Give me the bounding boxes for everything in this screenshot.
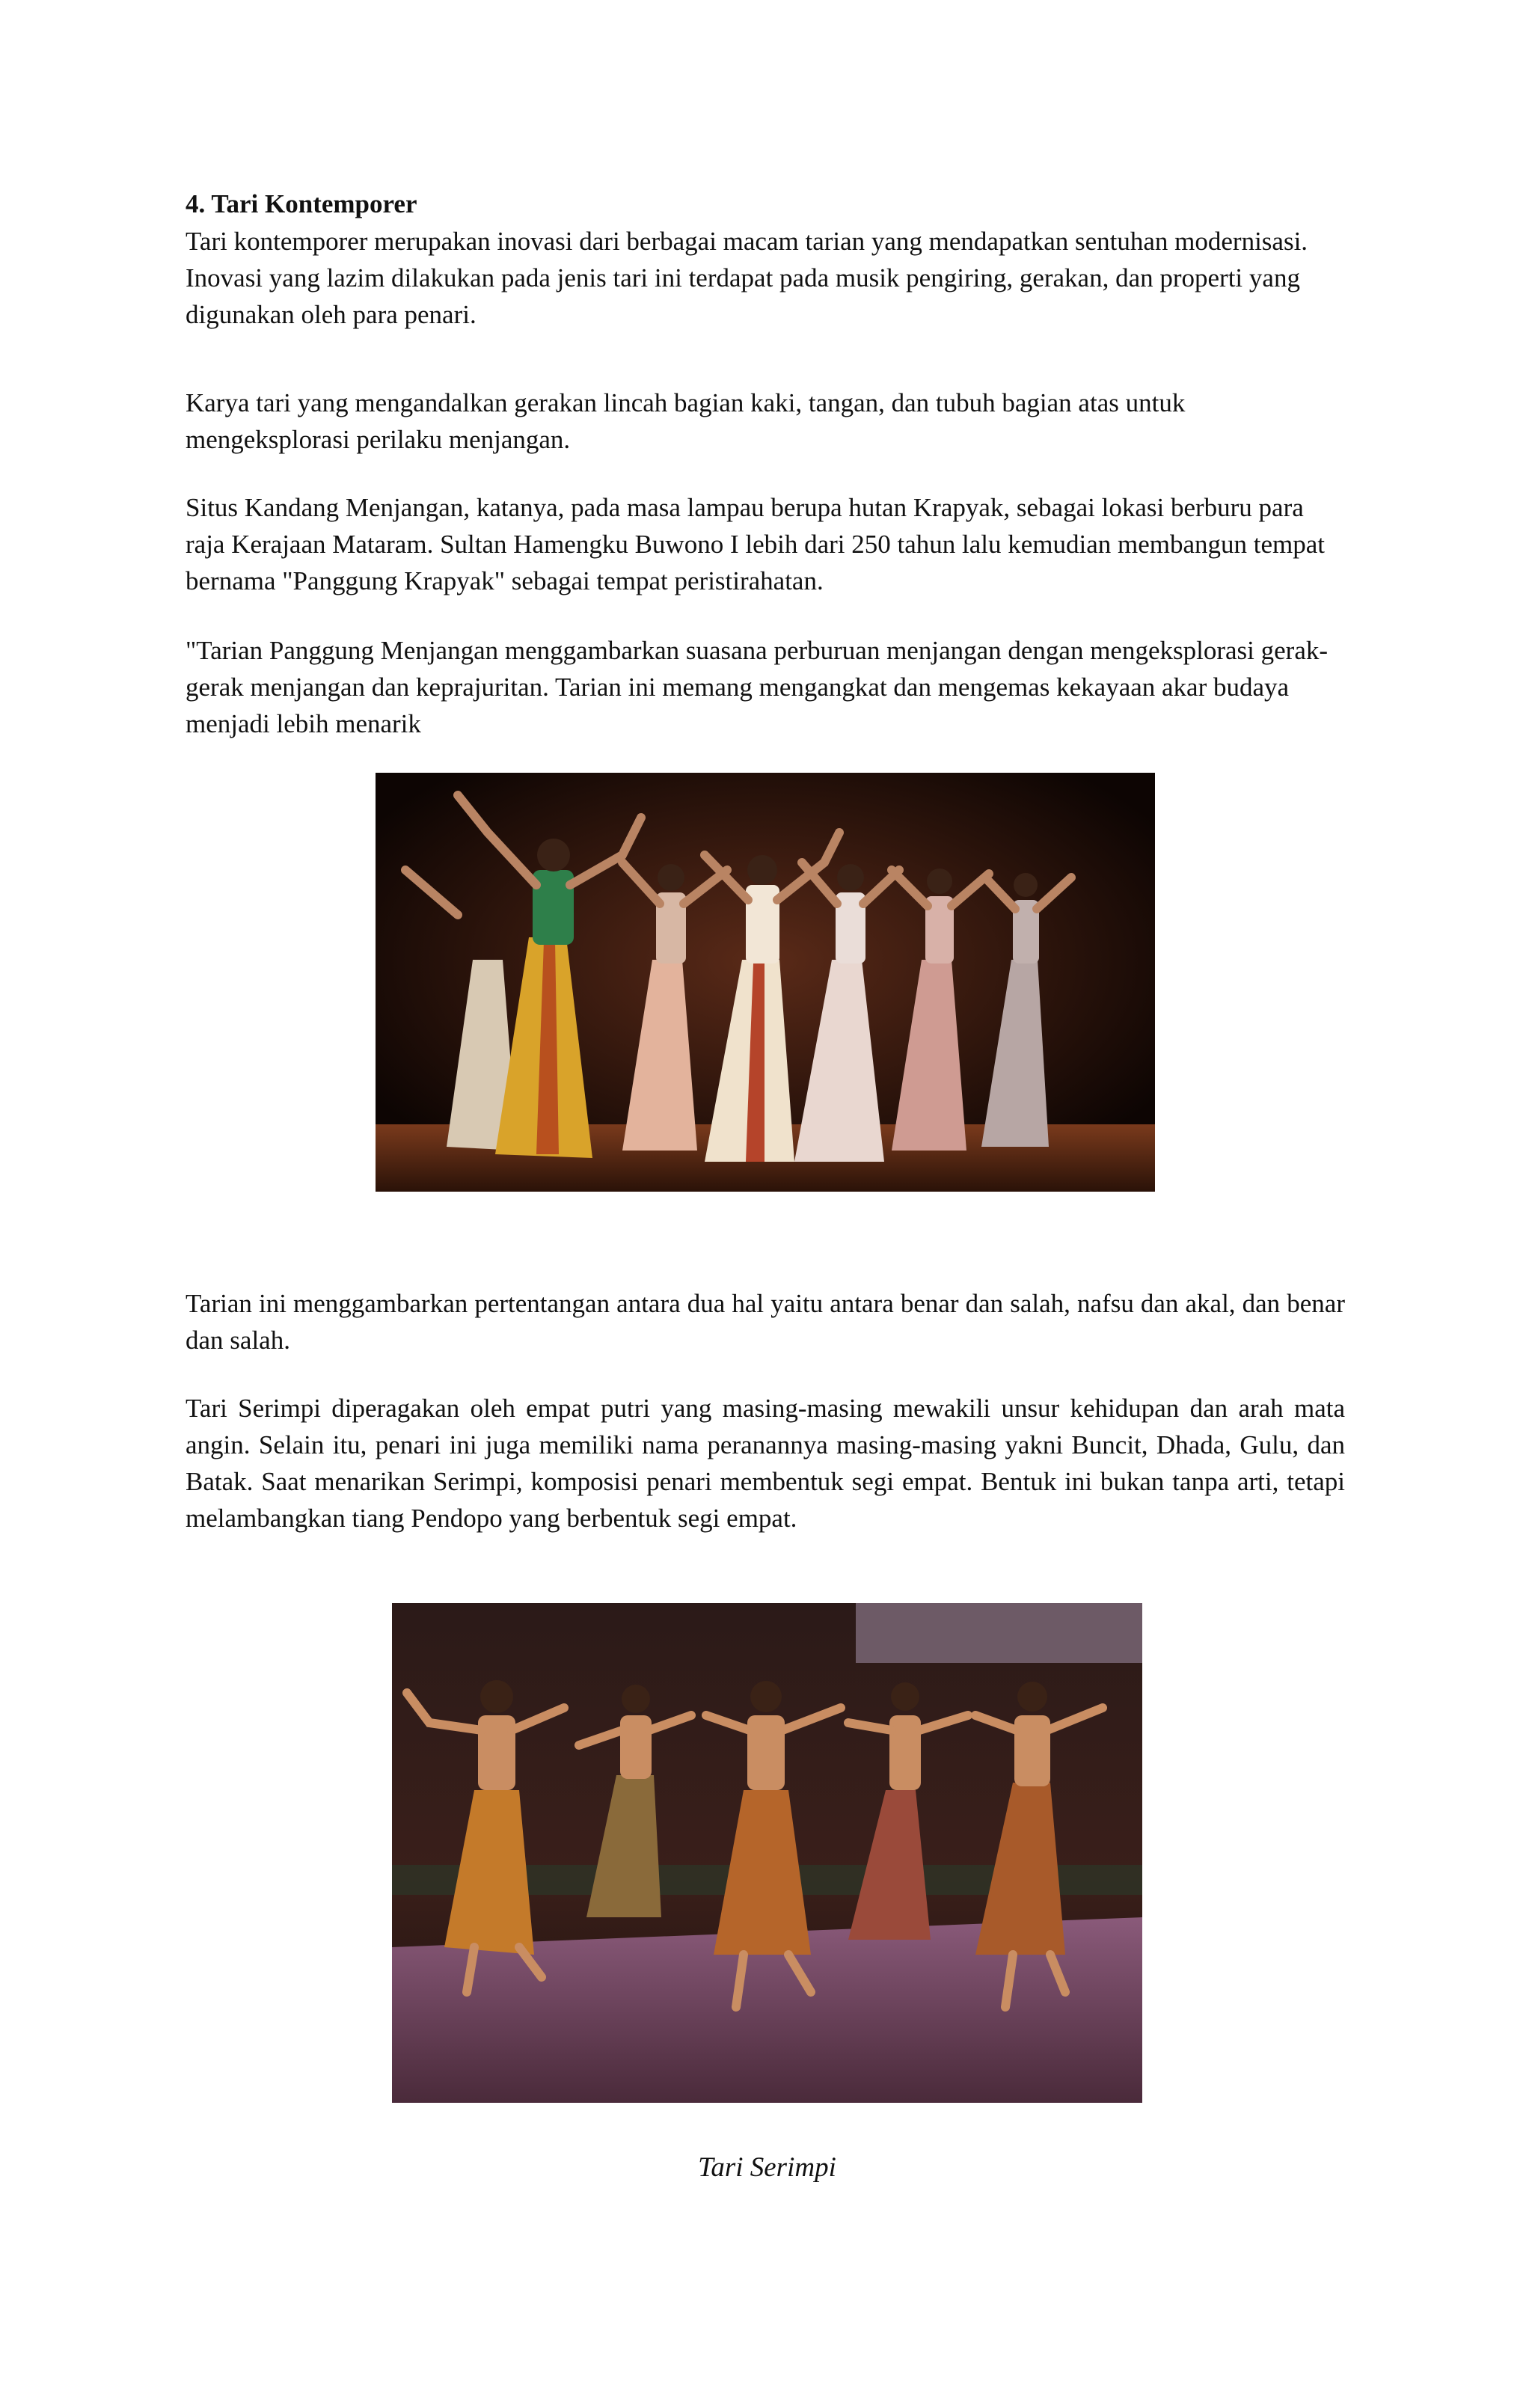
paragraph-karya-tari: Karya tari yang mengandalkan gerakan lincah bagian kaki, tangan, dan tubuh bagian atas untuk mengeksplorasi perilaku menjangan. xyxy=(186,388,1186,454)
paragraph-pertentangan: Tarian ini menggambarkan pertentangan antara dua hal yaitu antara benar dan salah, nafsu dan akal, dan benar dan salah. xyxy=(186,1289,1345,1355)
paragraph-tari-serimpi: Tari Serimpi diperagakan oleh empat putri yang masing-masing mewakili unsur kehidupan dan arah mata angin. Selain itu, penari ini juga memiliki nama peranannya masing-masing yakni Buncit, Dhada, Gulu, dan Batak. Saat menarikan Serimpi, komposisi penari membentuk segi empat. Bentuk ini bukan tanpa arti, tetapi melambangkan tiang Pendopo yang berbentuk segi empat. xyxy=(186,1394,1345,1533)
figure-caption-serimpi: Tari Serimpi xyxy=(698,2152,836,2183)
paragraph-kandang-menjangan: Situs Kandang Menjangan, katanya, pada masa lampau berupa hutan Krapyak, sebagai lokasi berburu para raja Kerajaan Mataram. Sultan Hamengku Buwono I lebih dari 250 tahun lalu kemudian membangun tempat bernama "Panggung Krapyak" sebagai tempat peristirahatan. xyxy=(186,493,1326,595)
tari-serimpi-photo xyxy=(392,1603,1142,2103)
paragraph-intro: Tari kontemporer merupakan inovasi dari berbagai macam tarian yang mendapatkan sentuhan modernisasi. Inovasi yang lazim dilakukan pada jenis tari ini terdapat pada musik pengiring, gerakan, dan properti yang digunakan oleh para penari. xyxy=(186,227,1308,329)
paragraph-panggung-menjangan: "Tarian Panggung Menjangan menggambarkan suasana perburuan menjangan dengan mengeksplorasi gerak-gerak menjangan dan keprajuritan. Tarian ini memang mengangkat dan mengemas kekayaan akar budaya menjadi lebih menarik xyxy=(186,636,1329,738)
contemporary-dance-photo xyxy=(376,773,1155,1192)
section-heading: 4. Tari Kontemporer xyxy=(186,189,417,218)
